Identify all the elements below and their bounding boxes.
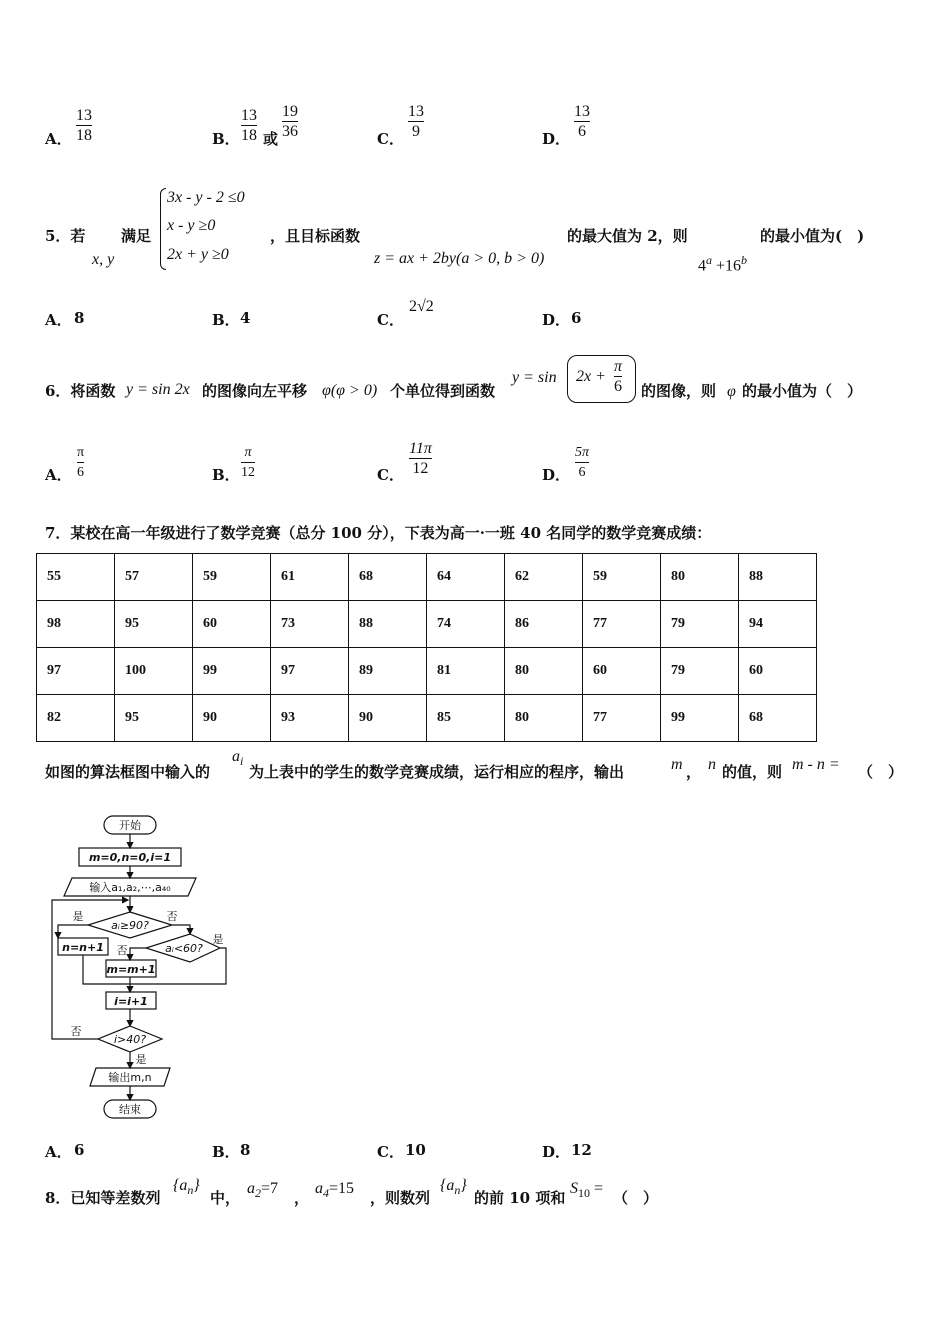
q7-option-d-label: D． xyxy=(542,1143,571,1161)
table-cell: 60 xyxy=(583,648,661,695)
table-cell: 100 xyxy=(115,648,193,695)
flow-cond2-no: 否 xyxy=(116,944,128,957)
table-cell: 97 xyxy=(271,648,349,695)
q7-question-text-4: （ ） xyxy=(858,763,904,781)
q8-text-4: 的前 10 项和 xyxy=(474,1189,566,1207)
q7-a-i: $a_i$ xyxy=(232,748,244,769)
q7-question-text-1: 如图的算法框图中输入的 xyxy=(45,763,211,781)
q8-text-1: 中， xyxy=(210,1189,241,1207)
flow-cond2-text: aᵢ<60? xyxy=(165,942,203,955)
table-cell: 90 xyxy=(193,695,271,742)
q6-text-2: 个单位得到函数 xyxy=(390,382,496,400)
q4-option-b-label: B． xyxy=(212,130,240,148)
q8-s10: $S_{10}$ = xyxy=(570,1180,604,1201)
table-cell: 73 xyxy=(271,601,349,648)
q6-function-1: y = sin 2x xyxy=(126,381,190,398)
q6-function-2-prefix: y = sin xyxy=(512,369,557,386)
flow-input-text: 输入a₁,a₂,⋯,a₄₀ xyxy=(89,881,171,894)
q5-option-b-value: 4 xyxy=(240,309,251,327)
table-cell: 77 xyxy=(583,601,661,648)
table-cell: 79 xyxy=(661,601,739,648)
q4-option-b-fraction-1: 13 18 xyxy=(241,107,257,144)
flow-output-text: 输出m,n xyxy=(108,1071,152,1084)
q7-option-b-label: B． xyxy=(212,1143,240,1161)
q5-mid-text: ，且目标函数 xyxy=(270,227,361,245)
q6-option-c-fraction: 11π 12 xyxy=(409,440,432,477)
q7-question-text-3: 的值，则 xyxy=(722,763,783,781)
q4-option-c-fraction: 13 9 xyxy=(408,103,424,140)
table-cell: 82 xyxy=(37,695,115,742)
flowchart xyxy=(44,812,234,1124)
table-cell: 79 xyxy=(661,648,739,695)
table-cell: 59 xyxy=(193,554,271,601)
q7-question-text-2: 为上表中的学生的数学竞赛成绩，运行相应的程序，输出 xyxy=(249,763,625,781)
q5-option-a-label: A． xyxy=(45,311,72,329)
scores-table-body xyxy=(37,554,817,742)
table-cell: 80 xyxy=(505,648,583,695)
q7-option-c-value: 10 xyxy=(405,1141,426,1159)
scores-table xyxy=(36,553,817,742)
q8-an-1: $\{a_n\}$ xyxy=(173,1177,200,1198)
q4-option-d-fraction: 13 6 xyxy=(574,103,590,140)
q6-option-b-label: B． xyxy=(212,466,240,484)
q5-prefix: 5．若 xyxy=(45,227,86,245)
table-cell: 88 xyxy=(349,601,427,648)
q7-option-d-value: 12 xyxy=(571,1141,592,1159)
table-cell: 98 xyxy=(37,601,115,648)
table-cell: 64 xyxy=(427,554,505,601)
flow-m-inc-text: m=m+1 xyxy=(106,963,156,976)
q5-expression: $4^a +16^b$ xyxy=(698,253,748,275)
flow-cond2-yes: 是 xyxy=(212,933,224,946)
table-cell: 74 xyxy=(427,601,505,648)
table-row xyxy=(37,695,817,742)
q6-option-a-fraction: π 6 xyxy=(77,445,85,480)
table-cell: 85 xyxy=(427,695,505,742)
table-cell: 61 xyxy=(271,554,349,601)
table-row xyxy=(37,648,817,695)
flow-cond3-no: 否 xyxy=(70,1025,82,1038)
q7-option-b-value: 8 xyxy=(240,1141,251,1159)
table-cell: 68 xyxy=(349,554,427,601)
table-cell: 68 xyxy=(739,695,817,742)
q6-shift: φ(φ > 0) xyxy=(322,382,378,399)
table-cell: 62 xyxy=(505,554,583,601)
table-cell: 55 xyxy=(37,554,115,601)
q6-option-a-label: A． xyxy=(45,466,72,484)
q6-phi: φ xyxy=(727,383,736,400)
flow-start-text: 开始 xyxy=(119,819,141,832)
q8-prefix: 8．已知等差数列 xyxy=(45,1189,161,1207)
table-cell: 90 xyxy=(349,695,427,742)
q7-comma: ， xyxy=(686,763,702,781)
flow-n-inc-text: n=n+1 xyxy=(62,941,104,954)
table-cell: 80 xyxy=(661,554,739,601)
q4-option-b-fraction-2: 19 36 xyxy=(282,103,298,140)
q5-min-text: 的最小值为( ) xyxy=(760,227,865,245)
table-cell: 88 xyxy=(739,554,817,601)
flow-cond3-yes: 是 xyxy=(135,1053,147,1066)
q5-option-c-label: C． xyxy=(377,311,404,329)
q7-n: n xyxy=(708,756,716,773)
table-cell: 95 xyxy=(115,601,193,648)
table-cell: 95 xyxy=(115,695,193,742)
table-row xyxy=(37,554,817,601)
q4-option-a-fraction: 13 18 xyxy=(76,107,92,144)
flow-end-text: 结束 xyxy=(119,1103,141,1116)
q8-a4: $a_4=15$ xyxy=(315,1180,355,1201)
table-cell: 77 xyxy=(583,695,661,742)
q6-text-1: 的图像向左平移 xyxy=(202,382,308,400)
q8-an-2: $\{a_n\}$ xyxy=(440,1177,467,1198)
table-cell: 60 xyxy=(193,601,271,648)
q6-option-d-label: D． xyxy=(542,466,571,484)
q6-option-c-label: C． xyxy=(377,466,404,484)
q5-constraint-1: 3x - y - 2 ≤0 xyxy=(167,189,245,206)
q5-option-a-value: 8 xyxy=(74,309,85,327)
q5-constraint-3: 2x + y ≥0 xyxy=(167,246,229,263)
q6-text-3: 的图像，则 xyxy=(641,382,717,400)
table-cell: 59 xyxy=(583,554,661,601)
q6-option-b-fraction: π 12 xyxy=(241,445,255,480)
q6-option-d-fraction: 5π 6 xyxy=(575,445,590,480)
flow-i-inc-text: i=i+1 xyxy=(114,995,148,1008)
q6-text-4: 的最小值为（ ） xyxy=(742,382,863,400)
q5-option-b-label: B． xyxy=(212,311,240,329)
q8-a2: $a_2=7$ xyxy=(247,1180,279,1201)
table-cell: 89 xyxy=(349,648,427,695)
table-cell: 93 xyxy=(271,695,349,742)
table-cell: 99 xyxy=(661,695,739,742)
flow-cond3-text: i>40? xyxy=(113,1033,147,1046)
q8-text-2: ， xyxy=(294,1189,310,1207)
q6-function-2-inner: 2x + xyxy=(576,368,606,385)
flow-cond1-yes: 是 xyxy=(72,910,84,923)
table-cell: 86 xyxy=(505,601,583,648)
q7-option-a-label: A． xyxy=(45,1143,72,1161)
table-cell: 80 xyxy=(505,695,583,742)
q4-option-b-or: 或 xyxy=(263,130,279,148)
flow-init-text: m=0,n=0,i=1 xyxy=(88,851,172,864)
q5-option-d-value: 6 xyxy=(571,309,582,327)
q6-pi-over-6: π 6 xyxy=(614,358,623,395)
q5-vars: x, y xyxy=(92,251,115,268)
table-cell: 97 xyxy=(37,648,115,695)
flow-cond1-no: 否 xyxy=(166,910,178,923)
table-cell: 94 xyxy=(739,601,817,648)
q7-m-minus-n: m - n = xyxy=(792,756,840,773)
q5-objective: z = ax + 2by(a > 0, b > 0) xyxy=(374,250,545,267)
q5-satisfy: 满足 xyxy=(121,227,152,245)
q5-constraint-2: x - y ≥0 xyxy=(167,217,216,234)
q5-brace xyxy=(160,188,166,270)
q7-stem: 7．某校在高一年级进行了数学竞赛（总分 100 分），下表为高一·一班 40 名同学的数学竞赛成绩： xyxy=(45,524,712,542)
q5-option-c-value: 2√2 xyxy=(409,298,434,315)
table-cell: 81 xyxy=(427,648,505,695)
q5-option-d-label: D． xyxy=(542,311,571,329)
q4-option-c-label: C． xyxy=(377,130,404,148)
table-row xyxy=(37,601,817,648)
table-cell: 60 xyxy=(739,648,817,695)
table-cell: 57 xyxy=(115,554,193,601)
q8-text-3: ，则数列 xyxy=(370,1189,431,1207)
q7-option-a-value: 6 xyxy=(74,1141,85,1159)
q4-option-d-label: D． xyxy=(542,130,571,148)
q6-prefix: 6．将函数 xyxy=(45,382,116,400)
table-cell: 99 xyxy=(193,648,271,695)
q5-max-text: 的最大值为 2，则 xyxy=(567,227,688,245)
q7-m: m xyxy=(671,756,683,773)
flow-cond1-text: aᵢ≥90? xyxy=(111,919,149,932)
q7-option-c-label: C． xyxy=(377,1143,404,1161)
q8-text-5: （ ） xyxy=(613,1189,659,1207)
q4-option-a-label: A． xyxy=(45,130,72,148)
